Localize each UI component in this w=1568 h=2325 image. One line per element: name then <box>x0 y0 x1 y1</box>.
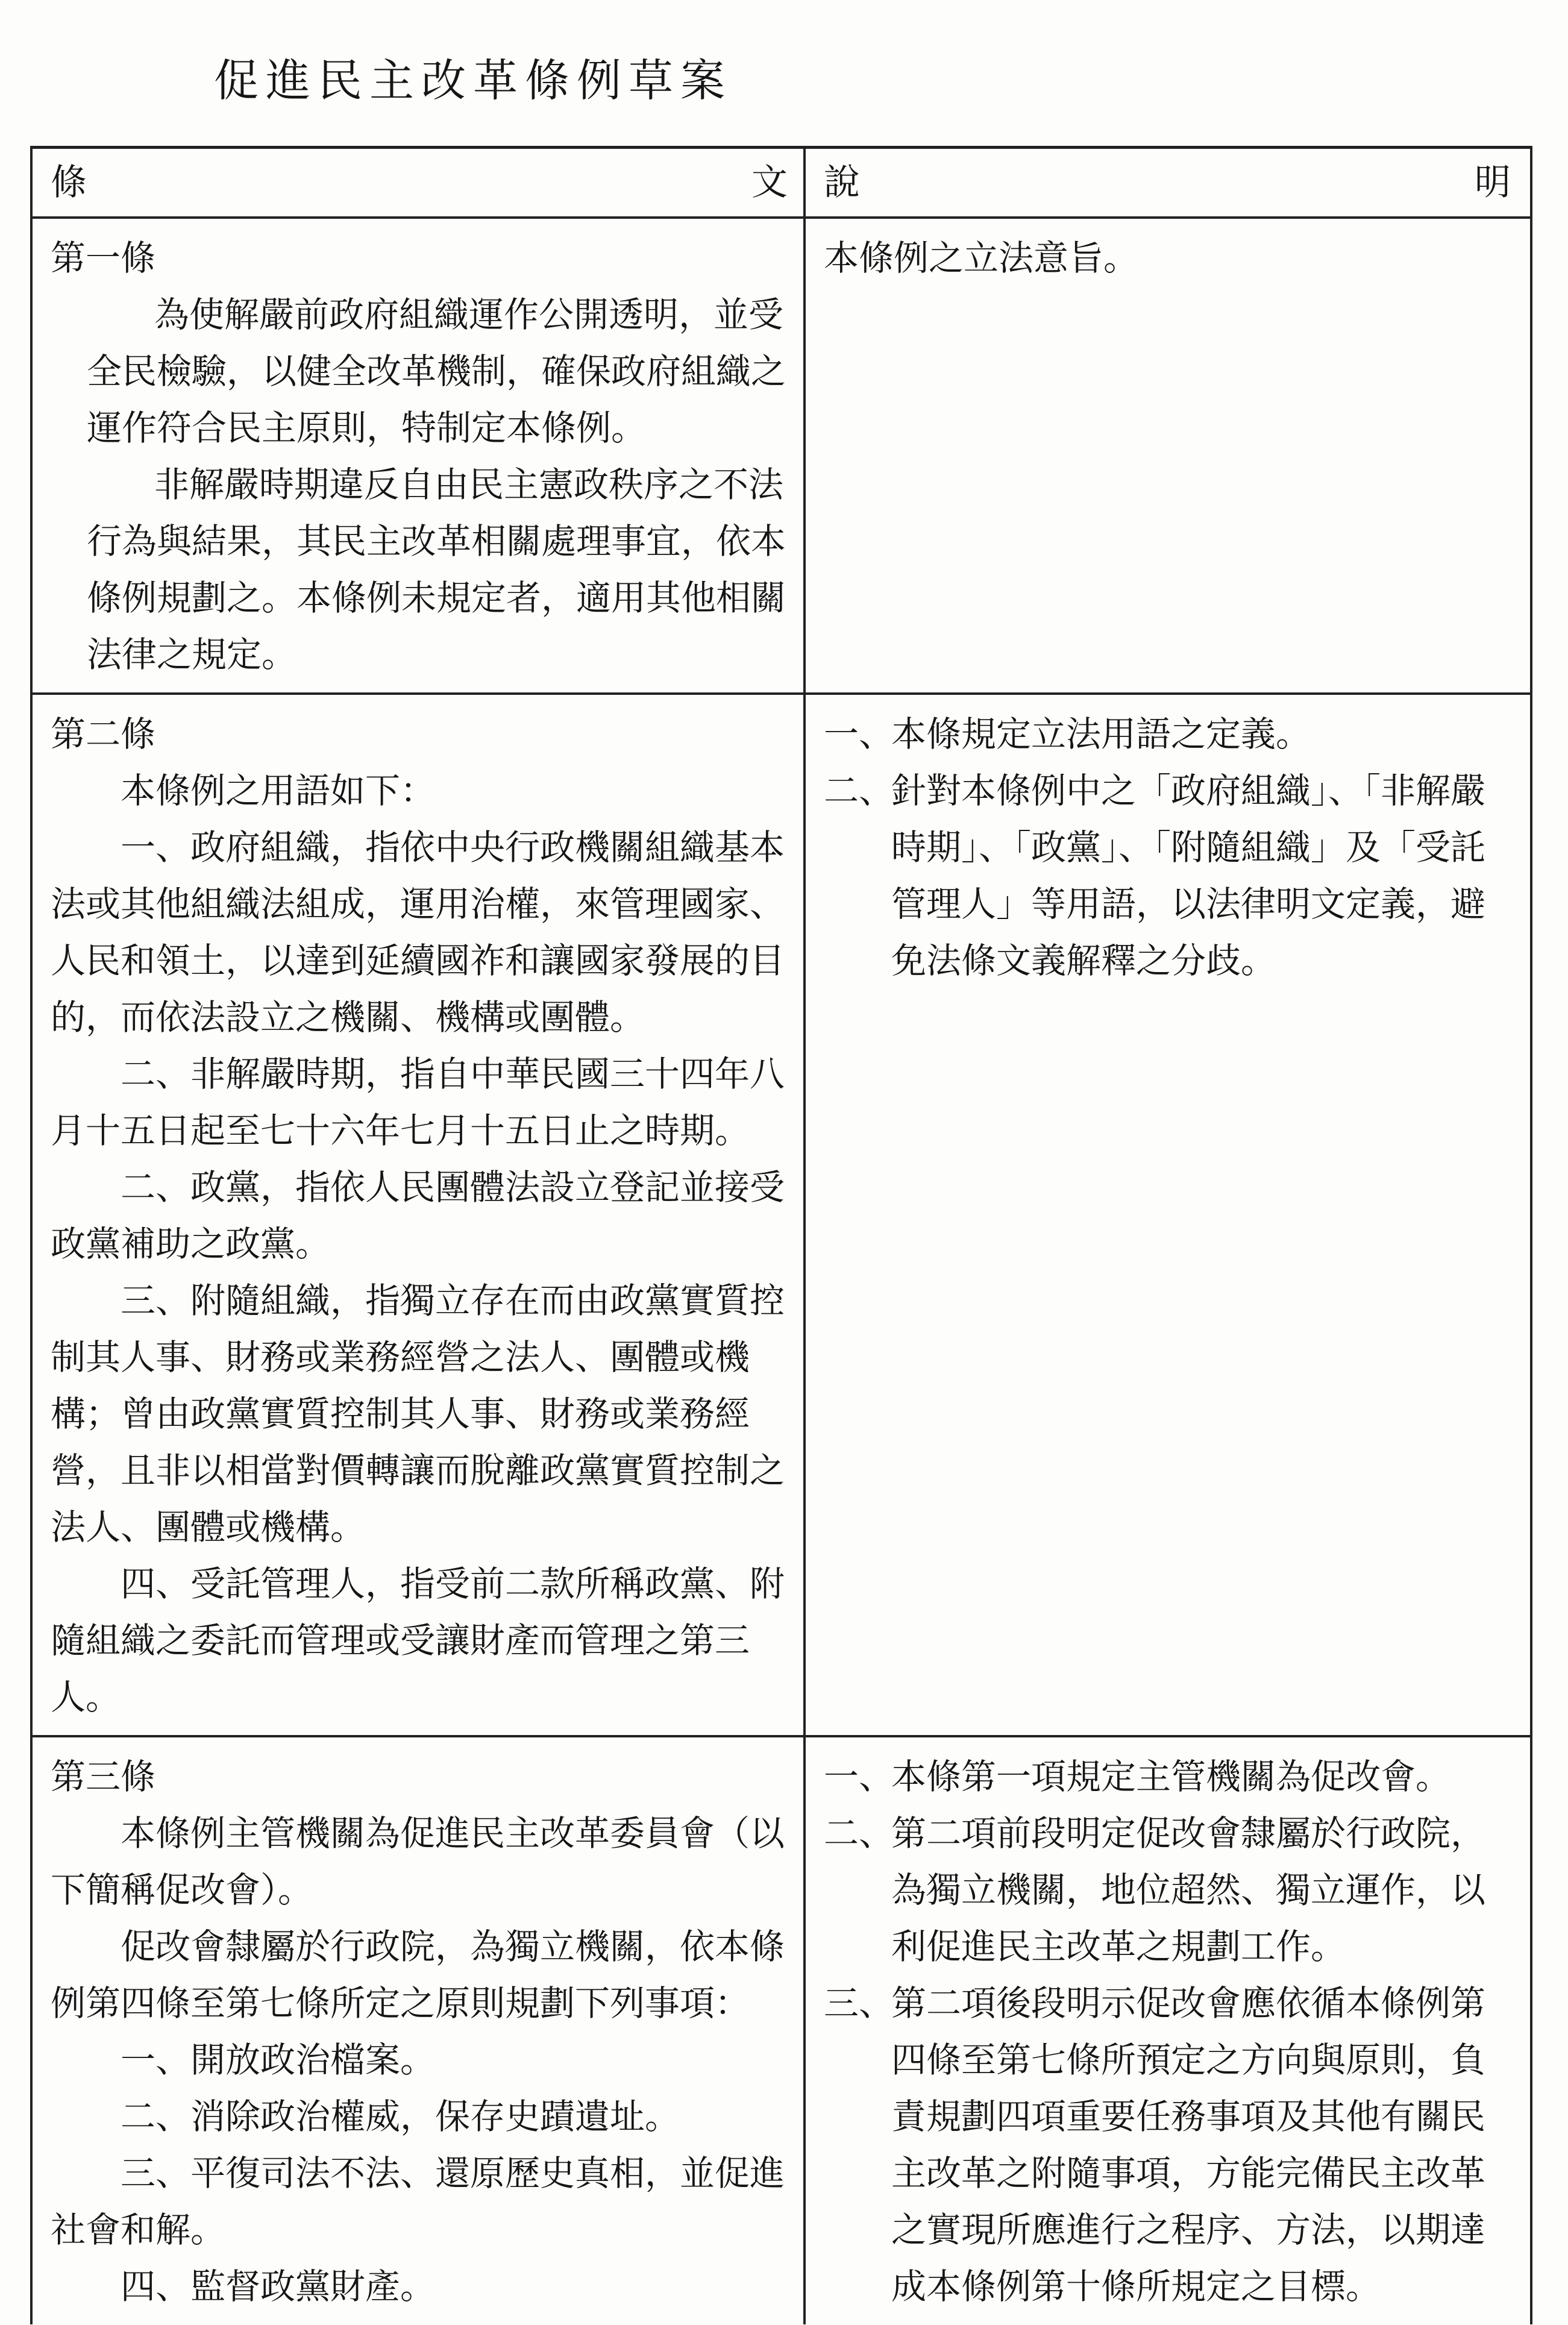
article-3-text <box>30 1737 806 2324</box>
article-2-text <box>30 695 806 1735</box>
article-2-para-1: 本條例之用語如下： <box>121 770 436 811</box>
article-3-note-2 <box>824 1805 1511 1975</box>
table-row-article-3 <box>30 1737 1532 2324</box>
article-1-para-2: 非解嚴時期違反自由民主憲政秩序之不法行為與結果，其民主改革相關處理事宜，依本條例規劃之。本條例未規定者，適用其他相關法律之規定。 <box>87 464 786 675</box>
note-number: 二、 <box>824 770 894 811</box>
note-text: 本條規定立法用語之定義。 <box>891 714 1311 755</box>
article-2-explanation <box>806 695 1532 1735</box>
article-1-text <box>30 219 806 692</box>
article-3-para-3: 一、開放政治檔案。 <box>121 2039 436 2080</box>
header-left-b: 文 <box>751 162 788 204</box>
note-number: 二、 <box>824 1813 894 1854</box>
header-left-a: 條 <box>51 162 87 204</box>
note-number: 一、 <box>824 714 894 755</box>
header-provisions <box>30 149 806 216</box>
note-number: 三、 <box>824 1983 894 2024</box>
note-text: 本條第一項規定主管機關為促改會。 <box>891 1756 1451 1797</box>
article-1-title: 第一條 <box>51 237 156 278</box>
article-2-para-3: 二、非解嚴時期，指自中華民國三十四年八月十五日起至七十六年七月十五日止之時期。 <box>51 1053 785 1151</box>
article-2-para-2: 一、政府組織，指依中央行政機關組織基本法或其他組織法組成，運用治權，來管理國家、人民和領土，以達到延續國祚和讓國家發展的目的，而依法設立之機關、機構或團體。 <box>51 827 785 1038</box>
article-table <box>30 146 1532 2324</box>
note-number: 一、 <box>824 1756 894 1797</box>
article-2-title: 第二條 <box>51 714 156 755</box>
article-3-title: 第三條 <box>51 1756 156 1797</box>
article-3-note-3 <box>824 1975 1511 2315</box>
header-right-a: 說 <box>824 162 860 204</box>
table-row-article-1 <box>30 219 1532 695</box>
article-2-note-1 <box>824 706 1511 762</box>
article-3-para-4: 二、消除政治權威，保存史蹟遺址。 <box>121 2096 680 2137</box>
article-3-note-1 <box>824 1748 1511 1805</box>
table-header-row <box>30 149 1532 219</box>
document-title: 促進民主改革條例草案 <box>214 55 732 107</box>
table-row-article-2 <box>30 695 1532 1737</box>
note-text: 第二項後段明示促改會應依循本條例第四條至第七條所預定之方向與原則，負責規劃四項重要任務事項及其他有關民主改革之附隨事項，方能完備民主改革之實現所應進行之程序、方法，以期達成本條例第十條所規定之目標。 <box>891 1983 1486 2307</box>
article-3-para-1: 本條例主管機關為促進民主改革委員會（以下簡稱促改會）。 <box>51 1813 785 1910</box>
article-3-explanation <box>806 1737 1532 2324</box>
header-explanation <box>806 149 1532 216</box>
article-3-para-5: 三、平復司法不法、還原歷史真相，並促進 社會和解。 <box>51 2153 785 2250</box>
article-2-para-5: 三、附隨組織，指獨立存在而由政黨實質控制其人事、財務或業務經營之法人、團體或機構；曾由政黨實質控制其人事、財務或業務經營，且非以相當對價轉讓而脫離政黨實質控制之法人、團體或機構。 <box>51 1280 785 1548</box>
note-text: 針對本條例中之「政府組織」、「非解嚴時期」、「政黨」、「附隨組織」及「受託管理人」等用語，以法律明文定義，避免法條文義解釋之分歧。 <box>891 770 1486 981</box>
article-1-explanation <box>806 219 1532 692</box>
article-2-note-2 <box>824 762 1511 989</box>
article-3-para-6: 四、監督政黨財產。 <box>121 2266 436 2307</box>
article-1-para-1: 為使解嚴前政府組織運作公開透明，並受全民檢驗，以健全改革機制，確保政府組織之運作符合民主原則，特制定本條例。 <box>87 294 786 448</box>
article-2-para-4: 二、政黨，指依人民團體法設立登記並接受政黨補助之政黨。 <box>51 1167 785 1264</box>
header-right-b: 明 <box>1475 162 1511 204</box>
article-1-note-1: 本條例之立法意旨。 <box>824 237 1139 278</box>
note-text: 第二項前段明定促改會隸屬於行政院，為獨立機關，地位超然、獨立運作，以利促進民主改革之規劃工作。 <box>891 1813 1486 1967</box>
article-2-para-6: 四、受託管理人，指受前二款所稱政黨、附隨組織之委託而管理或受讓財產而管理之第三人。 <box>51 1563 785 1718</box>
article-3-para-2: 促改會隸屬於行政院，為獨立機關，依本條例第四條至第七條所定之原則規劃下列事項： <box>51 1926 785 2024</box>
